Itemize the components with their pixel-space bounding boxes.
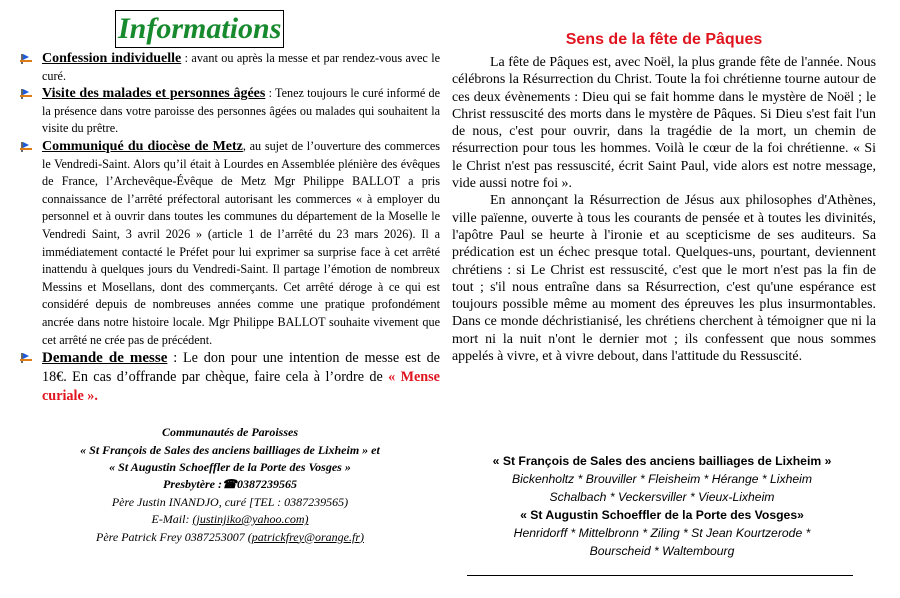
email-link-justin[interactable]: (justinjiko@yahoo.com) (192, 512, 309, 527)
flag-bullet-icon (20, 88, 34, 100)
parish-line-cure: Père Justin INANDJO, curé [TEL : 0387239565) (111, 494, 349, 509)
confession-heading: Confession individuelle (42, 51, 182, 66)
villages-parish-augustin: « St Augustin Schoeffler de la Porte des Vosges» (520, 508, 804, 522)
messe-heading: Demande de messe (42, 350, 168, 367)
parish-line-presbytere: Presbytère :☎0387239565 (163, 477, 297, 492)
informations-title: Informations (115, 10, 284, 48)
paques-text (452, 54, 876, 365)
communique-text: , au sujet de l’ouverture des commerces le Vendredi-Saint. Alors qu’il était à Lourdes en Assemblée plénière des évêques de France, l’Archevêque-Évêque de Metz Mgr Philippe BALLOT a pris connaissance de l’arrêté préfectoral autorisant les commerces « à employer du personnel et à ouvrir dans toutes les communes du département de la Moselle le Vendredi Saint, 3 avril 2026 » (article 1 de l’arrêté du 23 mars 2026). Il a immédiatement contacté le Préfet pour lui exprimer sa surprise face à cet arrêté inattendu à quelques jours du Vendredi-Saint. Il partage l’émotion de nombreux Messins et Mosellans, dont des commerçants. Cet arrêté déroge à ce qui est considéré depuis de nombreuses années comme une pratique profondément ancrée dans notre histoire locale. Mgr Philippe BALLOT souhaite vivement que cet arrêté ne crée pas de précédent. (42, 138, 441, 347)
villages-list-1a: Bickenholtz * Brouviller * Fleisheim * Hérange * Lixheim (511, 472, 813, 486)
paques-column (452, 30, 876, 365)
parish-line-frey (20, 529, 440, 546)
parish-line-augustin: « St Augustin Schoeffler de la Porte des Vosges » (109, 459, 351, 474)
mense-curiale: « Mense curiale ». (42, 369, 440, 405)
email-label: E-Mail: (151, 512, 193, 527)
flag-bullet-icon (20, 352, 34, 364)
parish-contact-block (20, 424, 440, 546)
info-item-confession (20, 50, 440, 85)
paques-paragraph-1: La fête de Pâques est, avec Noël, la plus grande fête de l'année. Nous célébrons la Résurrection du Christ. Toute la foi chrétienne tourne autour de ces deux évènements : Dieu qui se fait homme dans le mystère de Noël ; le Christ ressuscité des morts dans le mystère de Pâques. Si Dieu s'est fait l'un de nous, c'est pour ouvrir, dans la tragédie de la mort, un chemin de résurrection pour tous les hommes. Voilà le cœur de la foi chrétienne. « Si le Christ n'est pas ressuscité, écrit Saint Paul, vide alors est notre message, vide aussi notre foi ». (452, 55, 876, 192)
info-item-communique (20, 138, 440, 349)
info-item-messe (20, 349, 440, 406)
info-item-visite (20, 85, 440, 138)
paques-paragraph-2: En annonçant la Résurrection de Jésus aux philosophes d'Athènes, ville païenne, ouverte à tous les courants de pensée et à toutes les divinités, l'apôtre Paul se heurte à l'ironie et au scepticisme de ses auditeurs. Sa prédication est un échec presque total. Quelques-uns, pourtant, deviennent chrétiens : si Le Christ est ressuscité, c'est que le mort n'est pas la fin de tout ; s'il nous entraîne dans sa Résurrection, c'est qu'une espérance est toujours possible même au moment des épreuves les plus insurmontables. Dans ce monde déchristianisé, les chrétiens cherchent à témoigner que ni la mort ni la nuit n'ont le dernier mot ; ils confessent que nous sommes appelés à vivre, et à vivre debout, dans l'attitude du Ressuscité. (452, 193, 876, 365)
flag-bullet-icon (20, 141, 34, 153)
messe-text: : Le don pour une intention de messe est de 18€. En cas d’offrande par chèque, faire cela à l’ordre de (42, 350, 440, 386)
bottom-divider (467, 575, 853, 576)
visite-heading: Visite des malades et personnes âgées (42, 86, 266, 102)
villages-list-1b: Schalbach * Veckersviller * Vieux-Lixheim (549, 490, 775, 504)
confession-text: : avant ou après la messe et par rendez-vous avec le curé. (42, 51, 440, 83)
villages-list-2a: Henridorff * Mittelbronn * Ziling * St Jean Kourtzerode * (513, 526, 811, 540)
email-link-frey[interactable]: (patrickfrey@orange.fr) (247, 529, 364, 544)
villages-block (452, 452, 872, 560)
informations-column (20, 10, 440, 546)
villages-parish-francois: « St François de Sales des anciens bailliages de Lixheim » (492, 454, 832, 468)
parish-line-communautes: Communautés de Paroisses (161, 425, 299, 440)
parish-line-francois: « St François de Sales des anciens bailliages de Lixheim » et (80, 442, 380, 457)
flag-bullet-icon (20, 53, 34, 65)
paques-title: Sens de la fête de Pâques (565, 31, 763, 48)
parish-line-email (20, 511, 440, 528)
frey-phone: Père Patrick Frey 0387253007 (96, 529, 248, 544)
visite-text: : Tenez toujours le curé informé de la présence dans votre paroisse des personnes âgées ou malades qui souhaitent la visite du prêtre. (42, 86, 440, 136)
villages-list-2b: Bourscheid * Waltembourg (589, 544, 735, 558)
communique-heading: Communiqué du diocèse de Metz (42, 138, 243, 154)
